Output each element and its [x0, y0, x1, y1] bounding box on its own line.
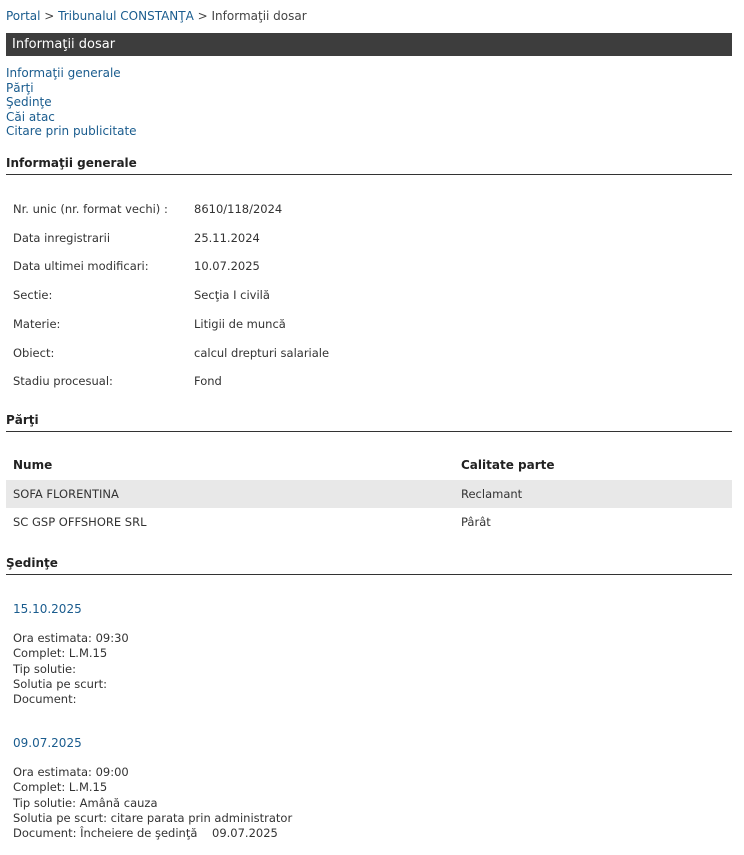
- session-detail: Solutia pe scurt:: [13, 676, 107, 691]
- party-name: SOFA FLORENTINA: [13, 487, 119, 501]
- info-value: Secţia I civilă: [194, 288, 270, 302]
- session-detail[interactable]: Document: Încheiere de şedinţă 09.07.2025: [13, 826, 278, 841]
- info-value: Fond: [194, 374, 222, 388]
- info-label: Materie:: [13, 317, 61, 331]
- info-value: 25.11.2024: [194, 231, 260, 245]
- session-detail: Ora estimata: 09:00: [13, 765, 129, 780]
- session-entry: [13, 736, 292, 841]
- toc-link-public-summons[interactable]: Citare prin publicitate: [6, 124, 137, 138]
- info-label: Data ultimei modificari:: [13, 259, 149, 273]
- general-info-heading: Informaţii generale: [6, 156, 732, 175]
- info-label: Stadiu procesual:: [13, 374, 113, 388]
- session-detail: Tip solutie:: [13, 661, 76, 676]
- column-header-role: Calitate parte: [461, 458, 555, 472]
- session-detail: Document:: [13, 692, 77, 707]
- toc-link-sessions[interactable]: Şedinţe: [6, 95, 52, 109]
- breadcrumb-separator: >: [193, 9, 212, 23]
- info-label: Obiect:: [13, 346, 55, 360]
- session-date: 15.10.2025: [13, 602, 82, 616]
- breadcrumb-link-court[interactable]: Tribunalul CONSTANŢA: [58, 9, 194, 23]
- info-label: Data inregistrarii: [13, 231, 111, 245]
- party-role: Reclamant: [461, 487, 523, 501]
- breadcrumb-link-portal[interactable]: Portal: [6, 9, 41, 23]
- breadcrumb-current: Informaţii dosar: [211, 9, 307, 23]
- info-label: Nr. unic (nr. format vechi) :: [13, 202, 168, 216]
- session-detail: Ora estimata: 09:30: [13, 631, 129, 646]
- session-detail: Tip solutie: Amână cauza: [13, 795, 158, 810]
- info-value: 8610/118/2024: [194, 202, 283, 216]
- toc-link-general[interactable]: Informaţii generale: [6, 66, 121, 80]
- page-title: Informaţii dosar: [12, 37, 116, 52]
- toc-link-parties[interactable]: Părţi: [6, 80, 34, 95]
- session-detail: Complet: L.M.15: [13, 646, 108, 661]
- table-header-row: [6, 450, 732, 480]
- info-value: calcul drepturi salariale: [194, 346, 330, 360]
- table-row: [6, 508, 732, 536]
- sessions-heading: Şedinţe: [6, 556, 732, 575]
- page-title-bar: [6, 33, 732, 56]
- session-detail: Complet: L.M.15: [13, 780, 108, 795]
- info-label: Sectie:: [13, 288, 53, 302]
- breadcrumb-separator: >: [40, 9, 59, 23]
- party-role: Pârât: [461, 515, 491, 529]
- parties-heading: Părţi: [6, 413, 732, 432]
- session-date: 09.07.2025: [13, 736, 82, 750]
- breadcrumb: [6, 8, 307, 24]
- parties-table: [6, 450, 732, 536]
- session-detail: Solutia pe scurt: citare parata prin administrator: [13, 810, 293, 825]
- toc-link-appeals[interactable]: Căi atac: [6, 109, 55, 124]
- info-value: Litigii de muncă: [194, 317, 286, 331]
- table-row: [6, 480, 732, 508]
- section-links: [6, 66, 137, 139]
- column-header-name: Nume: [13, 458, 53, 472]
- info-value: 10.07.2025: [194, 259, 260, 273]
- party-name: SC GSP OFFSHORE SRL: [13, 515, 147, 529]
- session-entry: [13, 602, 129, 707]
